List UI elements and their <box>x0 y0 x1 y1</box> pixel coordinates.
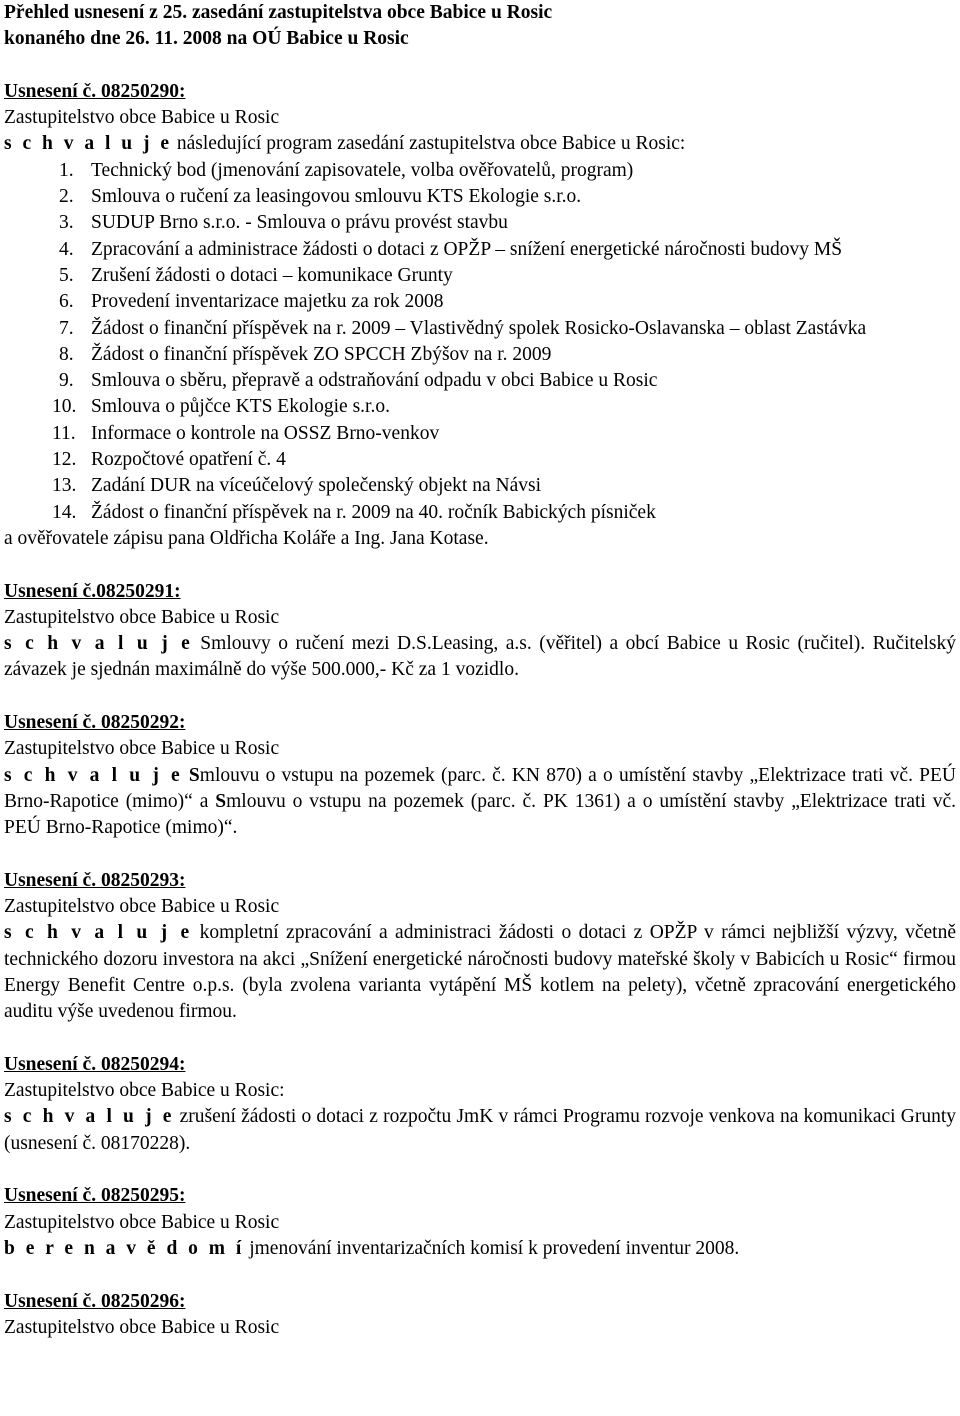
item-number: 13. <box>52 475 77 497</box>
resolution-heading: Usnesení č.08250291: <box>4 580 181 602</box>
decision-verb: s c h v a l u j e <box>4 764 183 786</box>
program-item <box>4 447 956 473</box>
decision-bold-s1: S <box>188 764 200 786</box>
item-number: 1. <box>59 159 74 181</box>
item-text: Žádost o finanční příspěvek ZO SPCCH Zbýšov na r. 2009 <box>91 343 552 365</box>
resolution-08250290 <box>4 79 956 552</box>
item-text: Zadání DUR na víceúčelový společenský objekt na Návsi <box>91 475 541 497</box>
program-item <box>4 210 956 236</box>
document-title <box>4 0 956 53</box>
program-list <box>4 158 956 526</box>
resolution-body: Zastupitelstvo obce Babice u Rosic <box>4 606 280 628</box>
resolution-08250295 <box>4 1183 956 1262</box>
item-text: Žádost o finanční příspěvek na r. 2009 – Vlastivědný spolek Rosicko-Oslavanska – oblast Zastávka <box>91 317 867 339</box>
resolution-body: Zastupitelstvo obce Babice u Rosic <box>4 738 280 760</box>
item-text: Informace o kontrole na OSSZ Brno-venkov <box>91 422 440 444</box>
resolution-08250291 <box>4 579 956 684</box>
resolution-body: Zastupitelstvo obce Babice u Rosic <box>4 1211 280 1233</box>
item-number: 3. <box>59 212 74 234</box>
decision-verb: s c h v a l u j e <box>4 1106 175 1128</box>
item-number: 11. <box>52 422 76 444</box>
decision-text: zrušení žádosti o dotaci z rozpočtu JmK v rámci Programu rozvoje venkova na komunikaci Grunty (usnesení č. 08170228). <box>4 1106 957 1154</box>
item-text: Zpracování a administrace žádosti o dotaci z OPŽP – snížení energetické náročnosti budovy MŠ <box>91 238 843 260</box>
decision-verb: s c h v a l u j e <box>4 633 193 655</box>
program-item <box>4 237 956 263</box>
decision-text: jmenování inventarizačních komisí k provedení inventur 2008. <box>244 1237 740 1259</box>
program-item <box>4 263 956 289</box>
item-text: Technický bod (jmenování zapisovatele, volba ověřovatelů, program) <box>91 159 634 181</box>
resolution-heading: Usnesení č. 08250295: <box>4 1185 186 1207</box>
resolution-decision <box>4 131 956 157</box>
decision-bold-s2: S <box>215 790 227 812</box>
item-text: Žádost o finanční příspěvek na r. 2009 na 40. ročník Babických písniček <box>91 501 656 523</box>
item-text: Provedení inventarizace majetku za rok 2008 <box>91 291 444 313</box>
resolution-decision <box>4 1104 956 1157</box>
program-item <box>4 342 956 368</box>
item-number: 10. <box>52 396 77 418</box>
decision-verb: s c h v a l u j e <box>4 922 193 944</box>
item-number: 4. <box>59 238 74 260</box>
resolution-08250293 <box>4 868 956 1026</box>
item-text: Zrušení žádosti o dotaci – komunikace Grunty <box>91 264 453 286</box>
resolution-body: Zastupitelstvo obce Babice u Rosic: <box>4 1080 285 1102</box>
resolution-heading: Usnesení č. 08250294: <box>4 1053 186 1075</box>
program-item <box>4 421 956 447</box>
item-number: 7. <box>59 317 74 339</box>
program-item <box>4 473 956 499</box>
item-text: Rozpočtové opatření č. 4 <box>91 449 286 471</box>
item-number: 12. <box>52 449 77 471</box>
resolution-decision <box>4 1236 956 1262</box>
resolution-body: Zastupitelstvo obce Babice u Rosic <box>4 896 280 918</box>
resolution-body: Zastupitelstvo obce Babice u Rosic <box>4 1316 280 1338</box>
decision-verb: s c h v a l u j e <box>4 133 172 155</box>
program-item <box>4 500 956 526</box>
resolution-heading: Usnesení č. 08250293: <box>4 869 186 891</box>
item-number: 9. <box>59 370 74 392</box>
program-item <box>4 184 956 210</box>
program-item <box>4 394 956 420</box>
item-number: 5. <box>59 264 74 286</box>
resolution-after-text: a ověřovatele zápisu pana Oldřicha Koláře a Ing. Jana Kotase. <box>4 527 489 549</box>
resolution-decision <box>4 763 956 842</box>
decision-text-b: mlouvu o vstupu na pozemek (parc. č. KN 870) a o umístění stavby „Elektrizace trati vč. PEÚ Brno-Rapotice (mimo)“ a <box>4 764 957 812</box>
decision-text-c: mlouvu o vstupu na pozemek (parc. č. PK 1361) a o umístění stavby „Elektrizace trati vč. PEÚ Brno-Rapotice (mimo)“. <box>4 790 956 839</box>
item-text: Smlouva o sběru, přepravě a odstraňování odpadu v obci Babice u Rosic <box>91 370 658 392</box>
item-text: Smlouva o půjčce KTS Ekologie s.r.o. <box>91 396 390 418</box>
program-item <box>4 368 956 394</box>
program-item <box>4 289 956 315</box>
program-item <box>4 158 956 184</box>
title-line-2: konaného dne 26. 11. 2008 na OÚ Babice u Rosic <box>4 28 409 50</box>
decision-text: Smlouvy o ručení mezi D.S.Leasing, a.s. (věřitel) a obcí Babice u Rosic (ručitel). Ručitelský závazek je sjednán maximálně do výše 500.000,- Kč za 1 vozidlo. <box>4 633 956 681</box>
item-text: SUDUP Brno s.r.o. - Smlouva o právu provést stavbu <box>91 212 508 234</box>
item-text: Smlouva o ručení za leasingovou smlouvu KTS Ekologie s.r.o. <box>91 186 582 208</box>
decision-text: kompletní zpracování a administraci žádosti o dotaci z OPŽP v rámci nejbližší výzvy, včetně technického dozoru investora na akci „Snížení energetické náročnosti budovy mateřské školy v Babicích u Rosic“ firmou Energy Benefit Centre o.p.s. (byla zvolena varianta vytápění MŠ kotlem na pelety), včetně zpracování energetického auditu výše uvedenou firmou. <box>4 922 957 1023</box>
resolution-heading: Usnesení č. 08250296: <box>4 1290 186 1312</box>
resolution-08250292 <box>4 710 956 841</box>
resolution-heading: Usnesení č. 08250292: <box>4 712 186 734</box>
decision-verb: b e r e n a v ě d o m í <box>4 1237 245 1259</box>
item-number: 2. <box>59 186 74 208</box>
resolution-decision <box>4 631 956 684</box>
title-line-1: Přehled usnesení z 25. zasedání zastupitelstva obce Babice u Rosic <box>4 2 553 23</box>
program-item <box>4 316 956 342</box>
resolution-decision <box>4 920 956 1025</box>
resolution-08250296 <box>4 1289 956 1342</box>
resolution-body: Zastupitelstvo obce Babice u Rosic <box>4 107 280 129</box>
item-number: 14. <box>52 501 77 523</box>
item-number: 6. <box>59 291 74 313</box>
resolution-heading: Usnesení č. 08250290: <box>4 80 186 102</box>
resolution-08250294 <box>4 1052 956 1157</box>
decision-text: následující program zasedání zastupitelstva obce Babice u Rosic: <box>172 133 686 155</box>
item-number: 8. <box>59 343 74 365</box>
